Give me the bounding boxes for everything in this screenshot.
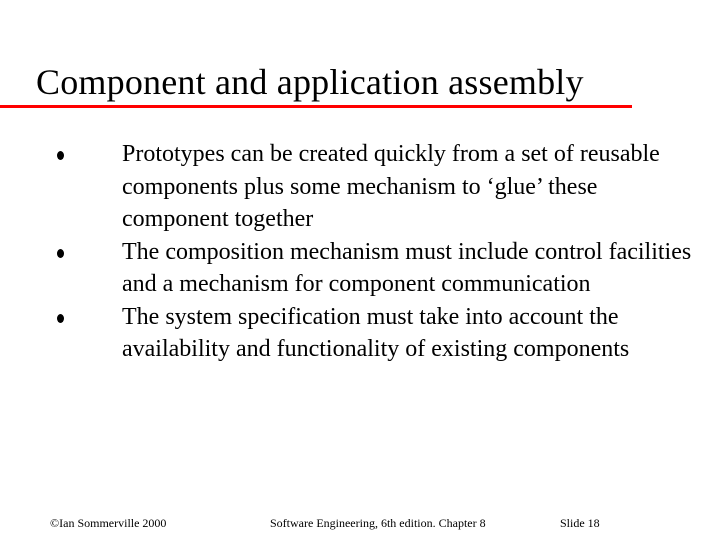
bullet-text: The system specification must take into account the availability and functionality of existing components	[122, 303, 630, 362]
slide-title: Component and application assembly	[36, 62, 584, 102]
bullet-dot-icon	[57, 314, 64, 323]
bullet-text: The composition mechanism must include control facilities and a mechanism for component communication	[122, 238, 692, 297]
footer-slide-number: Slide 18	[560, 516, 600, 530]
title-underline	[0, 105, 632, 108]
bullet-text: Prototypes can be created quickly from a set of reusable components plus some mechanism to ‘glue’ these component together	[122, 141, 660, 232]
bullet-dot-icon	[57, 151, 64, 160]
bullet-item	[0, 301, 692, 366]
footer-copyright: ©Ian Sommerville 2000	[50, 516, 167, 530]
bullet-item	[0, 138, 692, 236]
bullet-item	[0, 236, 692, 301]
bullet-dot-icon	[57, 249, 64, 258]
footer-book-title: Software Engineering, 6th edition. Chapter 8	[270, 516, 486, 530]
bullet-list	[0, 138, 720, 366]
